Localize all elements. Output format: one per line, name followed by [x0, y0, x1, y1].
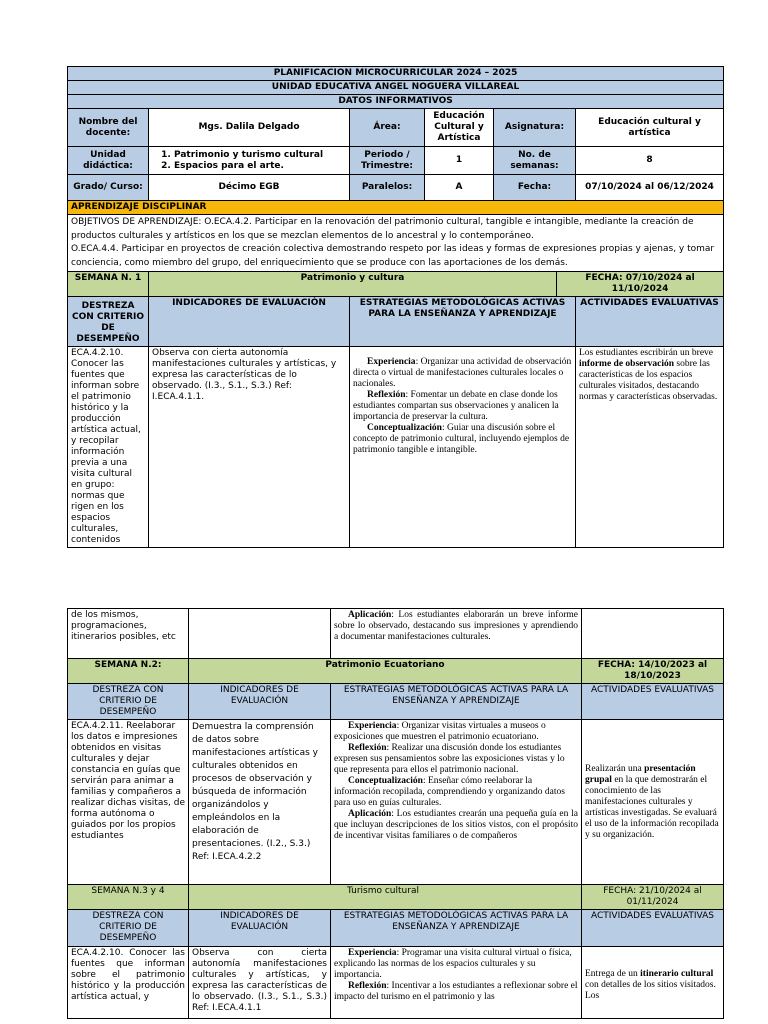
reflexion-label: Reflexión	[348, 743, 387, 753]
semana-1-destreza: ECA.4.2.10. Conocer las fuentes que informan sobre el patrimonio histórico y la producción artística actual, y recopilar información previa a una visita cultural en grupo: normas que rigen en los espacios culturales, contenidos	[68, 347, 149, 548]
planning-table-page-1	[67, 66, 724, 548]
col-destreza-header: DESTREZA CON CRITERIO DE DESEMPEÑO	[68, 297, 149, 347]
semana-3-actividades	[582, 947, 724, 1019]
grado-value: Décimo EGB	[149, 175, 350, 201]
semana-3-label: SEMANA N.3 y 4	[68, 885, 189, 910]
actividad-text: Los estudiantes escribirán un breve	[579, 348, 714, 358]
school-name: UNIDAD EDUCATIVA ANGEL NOGUERA VILLAREAL	[68, 81, 724, 95]
unidad-item: 1. Patrimonio y turismo cultural	[174, 150, 346, 161]
col-estrategias-header: ESTRATEGIAS METODOLÓGICAS ACTIVAS PARA LA ENSEÑANZA Y APRENDIZAJE	[350, 297, 576, 347]
semana-1-aplicacion	[331, 609, 582, 659]
asignatura-value: Educación cultural y artística	[576, 109, 724, 147]
area-value: Educación Cultural y Artística	[425, 109, 494, 147]
reflexion-text: : Fomentar un debate en clase donde los estudiantes compartan sus observaciones y analicen la importancia de preservar la cultura.	[353, 390, 559, 422]
semana-1-destreza-cont: de los mismos, programaciones, itinerarios posibles, etc	[68, 609, 189, 659]
col-actividades-header: ACTIVIDADES EVALUATIVAS	[582, 910, 724, 947]
objetivos-text	[68, 215, 724, 272]
asignatura-label: Asignatura:	[494, 109, 576, 147]
semana-2-actividades	[582, 720, 724, 885]
section-title-datos: DATOS INFORMATIVOS	[68, 95, 724, 109]
experiencia-text: : Organizar una actividad de observación directa o virtual de manifestaciones culturales locales o nacionales.	[353, 357, 572, 389]
area-label: Área:	[350, 109, 425, 147]
semana-3-tema-text: Turismo cultural	[347, 886, 419, 896]
conceptualizacion-text: : Guiar una discusión sobre el concepto de patrimonio cultural, incluyendo ejemplos de patrimonio tangible e intangible.	[353, 423, 570, 455]
semana-2-indicador: Demuestra la comprensión de datos sobre manifestaciones artísticas y culturales obtenidos en procesos de observación y búsqueda de información organizándolos y empleándolos en la elaboración de presentaciones. (I.2., S.3.) Ref: I.ECA.4.2.2	[189, 720, 331, 885]
semana-1-actividades	[576, 347, 724, 548]
semana-2-estrategias	[331, 720, 582, 885]
col-destreza-header: DESTREZA CON CRITERIO DE DESEMPEÑO	[68, 910, 189, 947]
conceptualizacion-label: Conceptualización	[367, 423, 442, 433]
periodo-label: Periodo / Trimestre:	[350, 147, 425, 175]
reflexion-text: : Incentivar a los estudiantes a reflexionar sobre el impacto del turismo en el patrimonio y las	[334, 981, 578, 1002]
actividad-text: Entrega de un	[585, 969, 641, 979]
semana-2-fecha: FECHA: 14/10/2023 al 18/10/2023	[582, 659, 724, 684]
paralelos-label: Paralelos:	[350, 175, 425, 201]
actividad-bold: presentación grupal	[585, 763, 696, 785]
semana-2-destreza: ECA.4.2.11. Reelaborar los datos e impresiones obtenidos en visitas culturales y dejar constancia en guías que servirán para animar a familias y compañeros a realizar dichas visitas, de forma autónoma o guiados por los propios estudiantes	[68, 720, 189, 885]
experiencia-label: Experiencia	[348, 948, 397, 958]
unidad-list	[149, 147, 350, 175]
semanas-label: No. de semanas:	[494, 147, 576, 175]
col-indicadores-header: INDICADORES DE EVALUACIÓN	[149, 297, 350, 347]
aplicacion-label: Aplicación	[348, 809, 392, 819]
experiencia-label: Experiencia	[367, 357, 416, 367]
semana-1-estrategias	[350, 347, 576, 548]
conceptualizacion-text: : Enseñar cómo reelaborar la información recopilada, comprendiendo y organizando datos para uso en guías culturales.	[334, 776, 565, 808]
col-actividades-header: ACTIVIDADES EVALUATIVAS	[582, 684, 724, 720]
objetivo-2: O.ECA.4.4. Participar en proyectos de creación colectiva demostrando respeto por las ideas y formas de expresiones propias y ajenas, y tomar conciencia, como miembro del grupo, del enriquecimiento que se produce con las aportaciones de los demás.	[71, 244, 715, 268]
actividad-text: Realizarán una	[585, 763, 645, 774]
semana-1-fecha: FECHA: 07/10/2024 al 11/10/2024	[557, 272, 724, 297]
col-estrategias-header: ESTRATEGIAS METODOLÓGICAS ACTIVAS PARA LA ENSEÑANZA Y APRENDIZAJE	[331, 910, 582, 947]
fecha-value: 07/10/2024 al 06/12/2024	[576, 175, 724, 201]
semanas-value: 8	[576, 147, 724, 175]
semana-3-indicador: Observa con cierta autonomía manifestaciones culturales y artísticas, y expresa las características de lo observado. (I.3., S.1., S.3.) Ref: I.ECA.4.1.1	[189, 947, 331, 1019]
col-estrategias-header: ESTRATEGIAS METODOLÓGICAS ACTIVAS PARA LA ENSEÑANZA Y APRENDIZAJE	[331, 684, 582, 720]
experiencia-text: : Programar una visita cultural virtual o física, explicando las normas de los espacios culturales y su importancia.	[334, 948, 572, 980]
actividad-text: en la que demostrarán el conocimiento de las manifestaciones culturales y artísticas investigadas. Se evaluará el uso de la información recopilada y su organización.	[585, 774, 719, 840]
semana-2-tema: Patrimonio Ecuatoriano	[189, 659, 582, 684]
actividad-text: sobre las características de los espacios culturales visitados, destacando normas y características observadas.	[579, 359, 718, 402]
fecha-label: Fecha:	[494, 175, 576, 201]
aplicacion-text: : Los estudiantes crearán una pequeña guía en la que incluyan descripciones de los sitios vistos, con el propósito de incentivar visitas familiares o de compañeros	[334, 809, 578, 841]
grado-label: Grado/ Curso:	[68, 175, 149, 201]
experiencia-text: : Organizar visitas virtuales a museos o exposiciones que muestren el patrimonio ecuatoriano.	[334, 721, 546, 742]
semana-3-estrategias	[331, 947, 582, 1019]
plan-title: PLANIFICACION MICROCURRICULAR 2024 – 2025	[68, 67, 724, 81]
actividad-text: con detalles de los sitios visitados. Los	[585, 980, 716, 1001]
reflexion-label: Reflexión	[348, 981, 387, 991]
docente-label: Nombre del docente:	[68, 109, 149, 147]
periodo-value: 1	[425, 147, 494, 175]
col-destreza-header: DESTREZA CON CRITERIO DE DESEMPEÑO	[68, 684, 189, 720]
unidad-label: Unidad didáctica:	[68, 147, 149, 175]
objetivo-1: OBJETIVOS DE APRENDIZAJE: O.ECA.4.2. Participar en la renovación del patrimonio cultural, tangible e intangible, mediante la creación de productos culturales y artísticos en los que se mezclan elementos de lo ancestral y lo contemporáneo.	[71, 217, 694, 241]
aplicacion-label: Aplicación	[348, 610, 392, 620]
actividad-bold: informe de observación	[579, 359, 674, 369]
semana-3-tema	[189, 885, 582, 910]
semana-2-label: SEMANA N.2:	[68, 659, 189, 684]
paralelos-value: A	[425, 175, 494, 201]
col-indicadores-header: INDICADORES DE EVALUACIÓN	[189, 684, 331, 720]
docente-value: Mgs. Dalila Delgado	[149, 109, 350, 147]
reflexion-label: Reflexión	[367, 390, 406, 400]
experiencia-label: Experiencia	[348, 721, 397, 731]
semana-1-label: SEMANA N. 1	[68, 272, 149, 297]
conceptualizacion-label: Conceptualización	[348, 776, 423, 786]
unidad-item: 2. Espacios para el arte.	[174, 161, 346, 172]
aplicacion-text: : Los estudiantes elaborarán un breve informe sobre lo observado, destacando sus impresiones y aprendiendo a documentar manifestaciones culturales.	[334, 610, 578, 642]
semana-1-tema: Patrimonio y cultura	[149, 272, 557, 297]
semana-3-fecha: FECHA: 21/10/2024 al 01/11/2024	[582, 885, 724, 910]
semana-1-indicador: Observa con cierta autonomía manifestaciones culturales y artísticas, y expresa las características de lo observado. (I.3., S.1., S.3.) Ref: I.ECA.4.1.1.	[149, 347, 350, 548]
semana-3-destreza: ECA.4.2.10. Conocer las fuentes que informan sobre el patrimonio histórico y la producción artística actual, y	[68, 947, 189, 1019]
empty-cell	[582, 609, 724, 659]
aprendizaje-heading: APRENDIZAJE DISCIPLINAR	[68, 201, 724, 215]
reflexion-text: : Realizar una discusión donde los estudiantes expresen sus pensamientos sobre las exposiciones vistas y lo que representa para ellos el patrimonio nacional.	[334, 743, 565, 775]
empty-cell	[189, 609, 331, 659]
col-indicadores-header: INDICADORES DE EVALUACIÓN	[189, 910, 331, 947]
actividad-bold: itinerario cultural	[640, 969, 714, 979]
planning-table-page-2	[67, 608, 724, 1019]
col-actividades-header: ACTIVIDADES EVALUATIVAS	[576, 297, 724, 347]
